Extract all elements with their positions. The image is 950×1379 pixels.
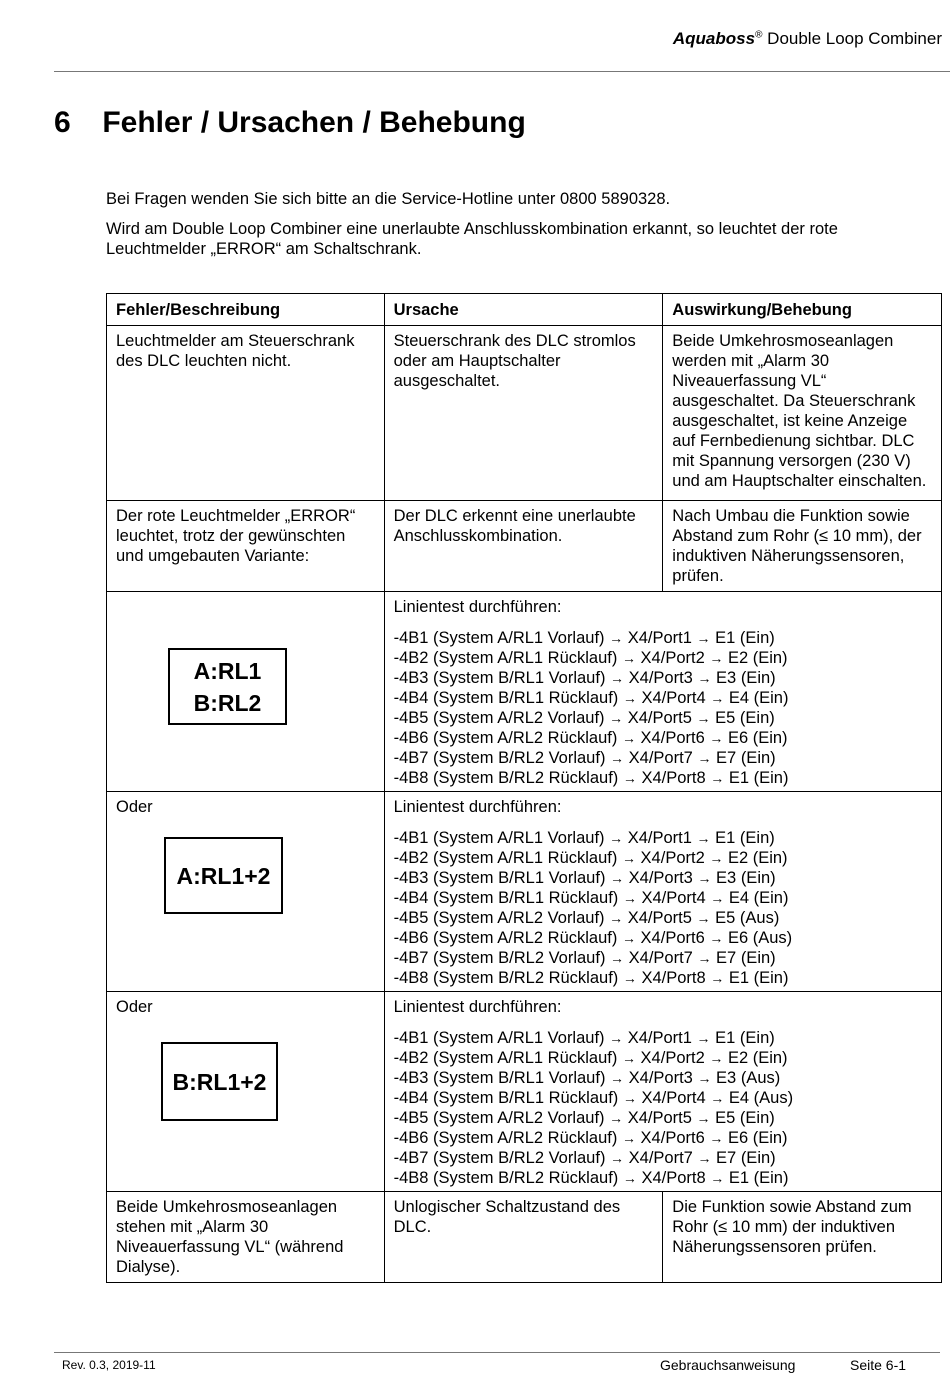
variant-display-box xyxy=(164,837,283,914)
footer-revision: Rev. 0.3, 2019-11 xyxy=(62,1358,156,1372)
list-item: -4B4 (System B/RL1 Rücklauf) → X4/Port4 → E4 (Ein) xyxy=(393,689,789,707)
arrow-right-icon: → xyxy=(710,1170,725,1186)
list-item: -4B2 (System A/RL1 Rücklauf) → X4/Port2 → E2 (Ein) xyxy=(393,1049,788,1067)
arrow-right-icon: → xyxy=(622,890,637,906)
brand-name: Aquaboss xyxy=(672,29,756,48)
arrow-right-icon: → xyxy=(709,1130,724,1146)
arrow-right-icon: → xyxy=(610,870,625,886)
variant-display-box xyxy=(161,1042,278,1121)
footer-divider xyxy=(54,1352,940,1353)
line-test-list xyxy=(394,628,932,788)
variant-row xyxy=(107,592,942,792)
arrow-right-icon: → xyxy=(710,890,725,906)
header-fehler: Fehler/Beschreibung xyxy=(107,294,385,326)
table-row xyxy=(107,1192,942,1283)
product-name: Double Loop Combiner xyxy=(762,29,942,48)
arrow-right-icon: → xyxy=(621,1130,636,1146)
footer-page-number: Seite 6-1 xyxy=(850,1357,907,1373)
arrow-right-icon: → xyxy=(709,1050,724,1066)
list-item: -4B6 (System A/RL2 Rücklauf) → X4/Port6 → E6 (Ein) xyxy=(393,1129,788,1147)
arrow-right-icon: → xyxy=(696,630,711,646)
arrow-right-icon: → xyxy=(609,910,624,926)
arrow-right-icon: → xyxy=(621,730,636,746)
intro-hotline: Bei Fragen wenden Sie sich bitte an die Service-Hotline unter 0800 5890328. xyxy=(106,190,671,208)
arrow-right-icon: → xyxy=(622,970,637,986)
header-behebung: Auswirkung/Behebung xyxy=(663,294,942,326)
line-test-list xyxy=(394,1028,932,1188)
line-test-list xyxy=(394,828,932,988)
arrow-right-icon: → xyxy=(696,1110,711,1126)
list-item: -4B7 (System B/RL2 Vorlauf) → X4/Port7 → E7 (Ein) xyxy=(393,749,776,767)
list-item: -4B8 (System B/RL2 Rücklauf) → X4/Port8 → E1 (Ein) xyxy=(393,1169,789,1187)
arrow-right-icon: → xyxy=(621,650,636,666)
list-item: -4B6 (System A/RL2 Rücklauf) → X4/Port6 → E6 (Ein) xyxy=(393,729,788,747)
arrow-right-icon: → xyxy=(697,1070,712,1086)
list-item: -4B2 (System A/RL1 Rücklauf) → X4/Port2 → E2 (Ein) xyxy=(393,649,788,667)
cell-ursache: Der DLC erkennt eine unerlaubte Anschlusskombination. xyxy=(384,501,663,592)
list-item: -4B5 (System A/RL2 Vorlauf) → X4/Port5 → E5 (Aus) xyxy=(393,909,780,927)
list-item: -4B3 (System B/RL1 Vorlauf) → X4/Port3 → E3 (Aus) xyxy=(393,1069,781,1087)
list-item: -4B8 (System B/RL2 Rücklauf) → X4/Port8 → E1 (Ein) xyxy=(393,969,789,987)
chapter-heading xyxy=(54,106,526,140)
arrow-right-icon: → xyxy=(710,770,725,786)
error-table xyxy=(106,293,942,1283)
list-item: -4B3 (System B/RL1 Vorlauf) → X4/Port3 → E3 (Ein) xyxy=(393,669,776,687)
arrow-right-icon: → xyxy=(697,670,712,686)
list-item: -4B5 (System A/RL2 Vorlauf) → X4/Port5 → E5 (Ein) xyxy=(393,1109,775,1127)
table-row xyxy=(107,326,942,501)
display-line: A:RL1+2 xyxy=(176,862,271,889)
list-item: -4B1 (System A/RL1 Vorlauf) → X4/Port1 → E1 (Ein) xyxy=(393,629,775,647)
arrow-right-icon: → xyxy=(622,1090,637,1106)
line-test-label: Linientest durchführen: xyxy=(393,998,562,1016)
line-test-cell xyxy=(384,992,941,1192)
variant-cell xyxy=(107,792,385,992)
arrow-right-icon: → xyxy=(710,1090,725,1106)
cell-ursache: Unlogischer Schaltzustand des DLC. xyxy=(384,1192,663,1283)
registered-mark: ® xyxy=(755,29,763,41)
header-divider xyxy=(54,71,950,72)
arrow-right-icon: → xyxy=(622,1170,637,1186)
arrow-right-icon: → xyxy=(709,930,724,946)
arrow-right-icon: → xyxy=(609,830,624,846)
list-item: -4B8 (System B/RL2 Rücklauf) → X4/Port8 → E1 (Ein) xyxy=(393,769,789,787)
arrow-right-icon: → xyxy=(709,650,724,666)
arrow-right-icon: → xyxy=(696,910,711,926)
arrow-right-icon: → xyxy=(697,870,712,886)
list-item: -4B7 (System B/RL2 Vorlauf) → X4/Port7 → E7 (Ein) xyxy=(393,949,776,967)
arrow-right-icon: → xyxy=(696,710,711,726)
line-test-label: Linientest durchführen: xyxy=(393,798,562,816)
chapter-title: Fehler / Ursachen / Behebung xyxy=(102,106,526,139)
arrow-right-icon: → xyxy=(710,690,725,706)
arrow-right-icon: → xyxy=(621,850,636,866)
cell-behebung: Die Funktion sowie Abstand zum Rohr (≤ 10 mm) der induktiven Näherungssensoren prüfen. xyxy=(663,1192,942,1283)
variant-cell xyxy=(107,992,385,1192)
arrow-right-icon: → xyxy=(610,750,625,766)
line-test-cell xyxy=(384,592,941,792)
arrow-right-icon: → xyxy=(609,630,624,646)
list-item: -4B1 (System A/RL1 Vorlauf) → X4/Port1 → E1 (Ein) xyxy=(393,1029,775,1047)
arrow-right-icon: → xyxy=(621,930,636,946)
cell-fehler: Leuchtmelder am Steuerschrank des DLC leuchten nicht. xyxy=(107,326,385,501)
variant-display-box xyxy=(168,648,287,725)
running-header xyxy=(673,29,942,49)
list-item: -4B7 (System B/RL2 Vorlauf) → X4/Port7 → E7 (Ein) xyxy=(393,1149,776,1167)
table-header-row xyxy=(107,294,942,326)
variant-cell xyxy=(107,592,385,792)
cell-ursache: Steuerschrank des DLC stromlos oder am Hauptschalter ausgeschaltet. xyxy=(384,326,663,501)
cell-fehler: Beide Umkehrosmoseanlagen stehen mit „Alarm 30 Niveauerfassung VL“ (während Dialyse). xyxy=(107,1192,385,1283)
list-item: -4B3 (System B/RL1 Vorlauf) → X4/Port3 → E3 (Ein) xyxy=(393,869,776,887)
cell-fehler: Der rote Leuchtmelder „ERROR“ leuchtet, trotz der gewünschten und umgebauten Variante: xyxy=(107,501,385,592)
list-item: -4B4 (System B/RL1 Rücklauf) → X4/Port4 → E4 (Aus) xyxy=(393,1089,794,1107)
arrow-right-icon: → xyxy=(610,1150,625,1166)
arrow-right-icon: → xyxy=(621,1050,636,1066)
arrow-right-icon: → xyxy=(610,950,625,966)
arrow-right-icon: → xyxy=(609,1110,624,1126)
intro-error: Wird am Double Loop Combiner eine unerlaubte Anschlusskombination erkannt, so leuchtet der rote Leuchtmelder „ERROR“ am Schaltschrank. xyxy=(106,220,838,258)
arrow-right-icon: → xyxy=(697,950,712,966)
cell-behebung: Beide Umkehrosmoseanlagen werden mit „Alarm 30 Niveauerfassung VL“ ausgeschaltet. Da Steuerschrank ausgeschaltet, ist keine Anzeige auf Fernbedienung sichtbar. DLC mit Spannung versorgen (230 V) und am Hauptschalter einschalten. xyxy=(663,326,942,501)
table-row xyxy=(107,501,942,592)
footer-document-type: Gebrauchsanweisung xyxy=(660,1357,796,1373)
list-item: -4B4 (System B/RL1 Rücklauf) → X4/Port4 → E4 (Ein) xyxy=(393,889,789,907)
arrow-right-icon: → xyxy=(622,690,637,706)
arrow-right-icon: → xyxy=(709,850,724,866)
list-item: -4B6 (System A/RL2 Rücklauf) → X4/Port6 → E6 (Aus) xyxy=(393,929,793,947)
arrow-right-icon: → xyxy=(609,710,624,726)
list-item: -4B2 (System A/RL1 Rücklauf) → X4/Port2 → E2 (Ein) xyxy=(393,849,788,867)
arrow-right-icon: → xyxy=(710,970,725,986)
list-item: -4B5 (System A/RL2 Vorlauf) → X4/Port5 → E5 (Ein) xyxy=(393,709,775,727)
arrow-right-icon: → xyxy=(609,1030,624,1046)
display-line: B:RL1+2 xyxy=(172,1068,267,1095)
arrow-right-icon: → xyxy=(696,1030,711,1046)
arrow-right-icon: → xyxy=(696,830,711,846)
arrow-right-icon: → xyxy=(697,1150,712,1166)
arrow-right-icon: → xyxy=(709,730,724,746)
arrow-right-icon: → xyxy=(697,750,712,766)
display-line: A:RL1 xyxy=(193,657,262,684)
arrow-right-icon: → xyxy=(610,670,625,686)
header-ursache: Ursache xyxy=(384,294,663,326)
line-test-label: Linientest durchführen: xyxy=(393,598,562,616)
list-item: -4B1 (System A/RL1 Vorlauf) → X4/Port1 → E1 (Ein) xyxy=(393,829,775,847)
variant-prefix: Oder xyxy=(116,798,153,816)
cell-behebung: Nach Umbau die Funktion sowie Abstand zum Rohr (≤ 10 mm), der induktiven Näherungssensoren, prüfen. xyxy=(663,501,942,592)
arrow-right-icon: → xyxy=(610,1070,625,1086)
variant-row xyxy=(107,992,942,1192)
variant-row xyxy=(107,792,942,992)
chapter-number: 6 xyxy=(54,106,71,139)
display-line: B:RL2 xyxy=(193,689,262,716)
variant-prefix: Oder xyxy=(116,998,153,1016)
arrow-right-icon: → xyxy=(622,770,637,786)
line-test-cell xyxy=(384,792,941,992)
